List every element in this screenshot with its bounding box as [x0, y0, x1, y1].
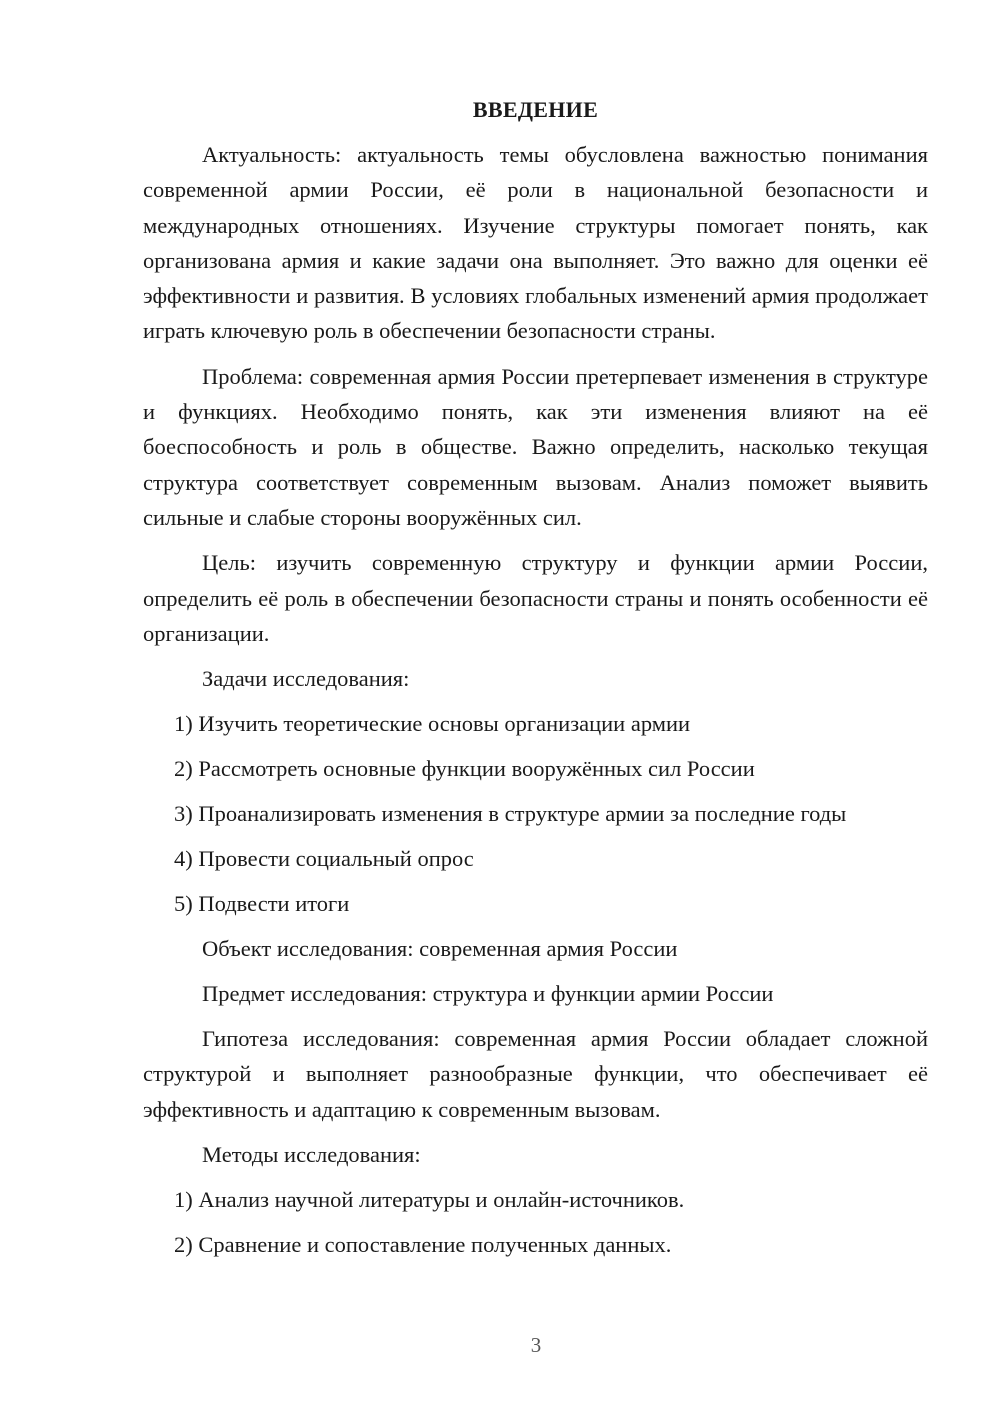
tasks-heading: Задачи исследования: — [202, 666, 410, 692]
method-item-2: 2) Сравнение и сопоставление полученных данных. — [174, 1232, 672, 1258]
paragraph-goal: Цель: изучить современную структуру и функции армии России, определить её роль в обеспечении безопасности страны и понять особенности её организации. — [143, 550, 928, 646]
page-title: ВВЕДЕНИЕ — [472, 97, 599, 122]
paragraph-hypothesis: Гипотеза исследования: современная армия России обладает сложной структурой и выполняет разнообразные функции, что обеспечивает её эффективность и адаптацию к современным вызовам. — [143, 1026, 928, 1122]
task-item-3: 3) Проанализировать изменения в структуре армии за последние годы — [174, 801, 847, 827]
method-item-1: 1) Анализ научной литературы и онлайн-источников. — [174, 1187, 685, 1213]
task-item-4: 4) Провести социальный опрос — [174, 846, 474, 872]
paragraph-problem: Проблема: современная армия России претерпевает изменения в структуре и функциях. Необходимо понять, как эти изменения влияют на её боеспособность и роль в обществе. Важно определить, насколько текущая структура соответствует современным вызовам. Анализ поможет выявить сильные и слабые стороны вооружённых сил. — [143, 363, 928, 530]
research-object: Объект исследования: современная армия России — [202, 936, 678, 962]
document-page — [143, 95, 928, 1272]
research-subject: Предмет исследования: структура и функции армии России — [202, 981, 774, 1007]
task-item-5: 5) Подвести итоги — [174, 891, 350, 917]
paragraph-relevance: Актуальность: актуальность темы обусловлена важностью понимания современной армии России, её роли в национальной безопасности и международных отношениях. Изучение структуры помогает понять, как организована армия и какие задачи она выполняет. Это важно для оценки её эффективности и развития. В условиях глобальных изменений армия продолжает играть ключевую роль в обеспечении безопасности страны. — [143, 142, 928, 344]
page-number: 3 — [530, 1333, 542, 1357]
task-item-1: 1) Изучить теоретические основы организации армии — [174, 711, 691, 737]
methods-heading: Методы исследования: — [202, 1142, 421, 1168]
task-item-2: 2) Рассмотреть основные функции вооружённых сил России — [174, 756, 755, 782]
